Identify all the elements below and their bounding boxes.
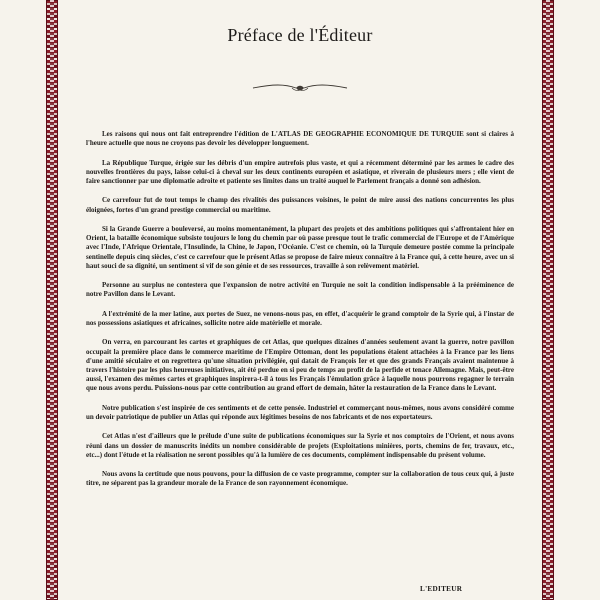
paragraph: A l'extrémité de la mer latine, aux portes de Suez, ne venons-nous pas, en effet, d'acquérir le grand comptoir de la Syrie qui, à l'instar de nos possessions asiatiques et africaines, sollicite notre aide matérielle et morale. <box>86 309 514 327</box>
decorative-border-left <box>46 0 58 600</box>
page-title: Préface de l'Éditeur <box>227 25 373 45</box>
paragraph: Cet Atlas n'est d'ailleurs que le prélude d'une suite de publications économiques sur la Syrie et nos comptoirs de l'Orient, et nous avons réuni dans un dossier de manuscrits inédits un nombre considérable de projets (Exploitations minières, ports, chemins de fer, travaux, etc., etc...) dont l'étude et la réalisation ne seront possibles qu'à la lumière de ces documents, complément indispensable du présent volume. <box>86 432 514 459</box>
signature: L'EDITEUR <box>420 585 463 593</box>
paragraph: Les raisons qui nous ont fait entreprendre l'édition de L'ATLAS DE GEOGRAPHIE ECONOMIQUE DE TURQUIE sont si claires à l'heure actuelle que nous ne croyons pas devoir les développer longuement. <box>86 130 514 148</box>
paragraph: Si la Grande Guerre a bouleversé, au moins momentanément, la plupart des projets et des ambitions politiques qui s'affrontaient hier en Orient, la bataille économique subsiste toujours le long du chemin par où passe presque tout le trafic commercial de l'Europe et de l'Amérique avec l'Inde, l'Afrique Orientale, l'Insulinde, la Chine, le Japon, l'Océanie. C'est ce chemin, où la Turquie demeure postée comme la principale sentinelle depuis cinq siècles, c'est ce carrefour que le présent Atlas se propose de faire mieux connaître à la France qui, à cette heure, avec un si haut souci de sa dignité, un sentiment si vif de son génie et de ses ressources, travaille à son relèvement matériel. <box>86 224 514 270</box>
paragraph: Ce carrefour fut de tout temps le champ des rivalités des puissances voisines, le point de mire aussi des nations concurrentes les plus éloignées, fortes d'un grand prestige commercial ou maritime. <box>86 196 514 214</box>
decorative-border-right <box>542 0 554 600</box>
paragraph: Notre publication s'est inspirée de ces sentiments et de cette pensée. Industriel et commerçant nous-mêmes, nous avons considéré comme un devoir patriotique de publier un Atlas qui réponde aux légitimes besoins de nos fabricants et de nos exportateurs. <box>86 403 514 421</box>
paragraph: Nous avons la certitude que nous pouvons, pour la diffusion de ce vaste programme, compter sur la collaboration de tous ceux qui, à juste titre, ne séparent pas la grandeur morale de la France de son rayonnement économique. <box>86 470 514 488</box>
ornament-divider-icon <box>251 82 349 94</box>
paragraph: On verra, en parcourant les cartes et graphiques de cet Atlas, que quelques dizaines d'années seulement avant la guerre, notre pavillon occupait la première place dans le commerce maritime de l'Empire Ottoman, dont les populations étaient attachées à la France par les liens d'une amitié séculaire et on regrettera qu'une situation privilégiée, qui datait de François Ier et que des grands Français avaient maintenue à travers l'histoire par les plus heureuses initiatives, ait été perdue en si peu de temps au profit de la perfide et tenace Allemagne. Mais, peut-être aussi, l'examen des mêmes cartes et graphiques inspirera-t-il à tous les Français l'émulation grâce à laquelle nous pourrons regagner le terrain que nous avons perdu. Puissions-nous par cette contribution au grand effort de demain, hâter la restauration de la France dans le Levant. <box>86 338 514 393</box>
paragraph: La République Turque, érigée sur les débris d'un empire autrefois plus vaste, et qui a récemment déterminé par les armes le cadre des nouvelles frontières du pays, laisse celui-ci à cheval sur les deux continents européen et asiatique, et riverain de plusieurs mers ; elle vient de faire sanctionner par une diplomatie adroite et patiente ses limites dans un traité auquel le Parlement français a donné son adhésion. <box>86 158 514 185</box>
preface-body <box>86 130 514 499</box>
paragraph: Personne au surplus ne contestera que l'expansion de notre activité en Turquie ne soit la condition indispensable à la prééminence de notre Pavillon dans le Levant. <box>86 281 514 299</box>
